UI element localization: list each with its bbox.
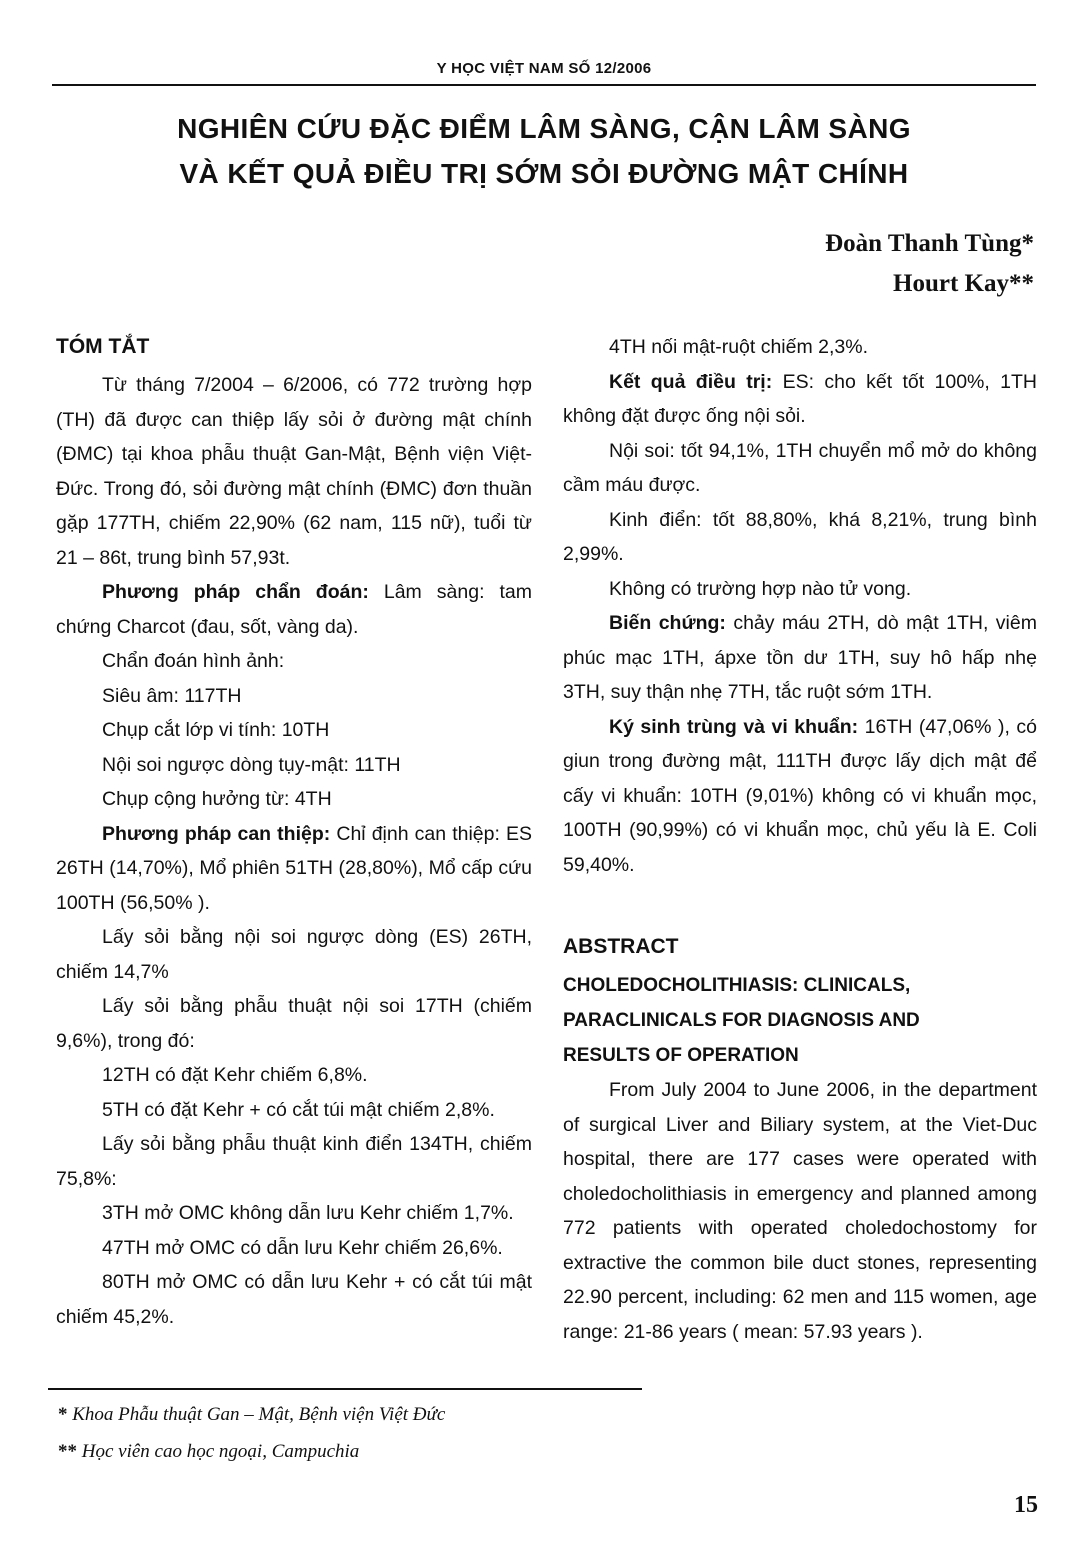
footnotes — [58, 1396, 445, 1470]
abstract-heading: ABSTRACT — [563, 935, 679, 958]
results-paragraph — [563, 365, 1037, 434]
results-label: Kết quả điều trị: — [609, 370, 773, 393]
abstract-title-line: CHOLEDOCHOLITHIASIS: CLINICALS, — [563, 975, 911, 996]
imaging-item: Siêu âm: 117TH — [102, 684, 242, 707]
intervention-paragraph — [56, 817, 532, 921]
footnote-1 — [58, 1396, 445, 1433]
running-header: Y HỌC VIỆT NAM SỐ 12/2006 — [436, 60, 652, 77]
no-death-statement: Không có trường hợp nào tử vong. — [609, 577, 912, 600]
classic-paragraph: Lấy sỏi bằng phẫu thuật kinh điển 134TH, chiếm 75,8%: — [56, 1133, 532, 1190]
footnote-mark: * — [58, 1404, 68, 1425]
footnote-text: Học viên cao học ngoại, Campuchia — [77, 1441, 360, 1462]
footnote-2 — [58, 1433, 445, 1470]
article-title — [52, 106, 1036, 196]
complications-label: Biến chứng: — [609, 612, 726, 634]
results-text: ES: cho kết tốt 100%, 1TH không đặt được ống nội sỏi. — [563, 370, 1038, 427]
diagnosis-paragraph — [56, 575, 532, 644]
footnote-rule — [48, 1388, 642, 1390]
diagnosis-label: Phương pháp chẩn đoán: — [102, 581, 369, 603]
complications-paragraph — [563, 606, 1037, 710]
title-line-1: NGHIÊN CỨU ĐẶC ĐIỂM LÂM SÀNG, CẬN LÂM SÀNG — [177, 113, 911, 144]
classic-item: 3TH mở OMC không dẫn lưu Kehr chiếm 1,7%. — [102, 1202, 514, 1224]
page-number: 15 — [1014, 1492, 1038, 1518]
classic-result: Kinh điển: tốt 88,80%, khá 8,21%, trung bình 2,99%. — [563, 508, 1037, 565]
intervention-label: Phương pháp can thiệp: — [102, 822, 331, 845]
parasites-label: Ký sinh trùng và vi khuẩn: — [609, 715, 859, 738]
laparoscopic-paragraph: Lấy sỏi bằng phẫu thuật nội soi 17TH (chiếm 9,6%), trong đó: — [56, 995, 532, 1052]
imaging-item: Nội soi ngược dòng tụy-mật: 11TH — [102, 753, 401, 776]
author-1: Đoàn Thanh Tùng* — [825, 230, 1034, 257]
laparoscopic-item: 12TH có đặt Kehr chiếm 6,8%. — [102, 1064, 368, 1086]
endoscopic-result: Nội soi: tốt 94,1%, 1TH chuyển mổ mở do không cầm máu được. — [563, 439, 1037, 496]
imaging-item: Chụp cộng hưởng từ: 4TH — [102, 788, 332, 810]
imaging-title: Chẩn đoán hình ảnh: — [102, 650, 285, 672]
summary-heading: TÓM TẮT — [56, 335, 150, 358]
classic-item: 47TH mở OMC có dẫn lưu Kehr chiếm 26,6%. — [102, 1236, 503, 1259]
author-2: Hourt Kay** — [893, 270, 1034, 297]
abstract-title-line: PARACLINICALS FOR DIAGNOSIS AND — [563, 1010, 920, 1031]
imaging-item: Chụp cắt lớp vi tính: 10TH — [102, 719, 330, 741]
classic-item: 80TH mở OMC có dẫn lưu Kehr + có cắt túi mật chiếm 45,2%. — [56, 1271, 532, 1328]
parasites-paragraph — [563, 710, 1037, 883]
left-column — [56, 330, 532, 1334]
abstract-title-line: RESULTS OF OPERATION — [563, 1045, 799, 1066]
laparoscopic-item: 5TH có đặt Kehr + có cắt túi mật chiếm 2,8%. — [102, 1098, 495, 1121]
summary-intro: Từ tháng 7/2004 – 6/2006, có 772 trường hợp (TH) đã được can thiệp lấy sỏi ở đường mật chính (ĐMC) tại khoa phẫu thuật Gan-Mật, Bệnh viện Việt-Đức. Trong đó, sỏi đường mật chính (ĐMC) đơn thuần gặp 177TH, chiếm 22,90% (62 nam, 115 nữ), tuổi từ 21 – 86t, trung bình 57,93t. — [56, 374, 532, 569]
classic-item: 4TH nối mật-ruột chiếm 2,3%. — [609, 336, 869, 358]
intervention-text: Chỉ định can thiệp: ES 26TH (14,70%), Mổ phiên 51TH (28,80%), Mổ cấp cứu 100TH (56,50% ). — [56, 822, 533, 914]
title-line-2: VÀ KẾT QUẢ ĐIỀU TRỊ SỚM SỎI ĐƯỜNG MẬT CHÍNH — [179, 158, 909, 189]
diagnosis-text: Lâm sàng: tam chứng Charcot (đau, sốt, vàng da). — [56, 581, 532, 638]
complications-text: chảy máu 2TH, dò mật 1TH, viêm phúc mạc 1TH, ápxe tồn dư 1TH, suy hô hấp nhẹ 3TH, suy thận nhẹ 7TH, tắc ruột sớm 1TH. — [563, 612, 1037, 703]
footnote-mark: ** — [58, 1441, 77, 1462]
footnote-text: Khoa Phẫu thuật Gan – Mật, Bệnh viện Việt Đức — [67, 1404, 446, 1425]
right-column — [563, 330, 1037, 1349]
parasites-text: 16TH (47,06% ), có giun trong đường mật, 111TH được lấy dịch mật để cấy vi khuẩn: 10TH (9,01%) không có vi khuẩn mọc, 100TH (90,99%) có vi khuẩn mọc, chủ yếu là E. Coli 59,40%. — [563, 715, 1037, 876]
es-paragraph: Lấy sỏi bằng nội soi ngược dòng (ES) 26TH, chiếm 14,7% — [56, 926, 532, 983]
abstract-body: From July 2004 to June 2006, in the department of surgical Liver and Biliary system, at the Viet-Duc hospital, there are 177 cases were operated with choledocholithiasis in emergency and planned among 772 patients with operated choledochostomy for extractive the common bile duct stones, representing 22.90 percent, including: 62 men and 115 women, age range: 21-86 years ( mean: 57.93 years ). — [563, 1079, 1037, 1343]
header-rule — [52, 84, 1036, 86]
author-list — [825, 224, 1034, 304]
